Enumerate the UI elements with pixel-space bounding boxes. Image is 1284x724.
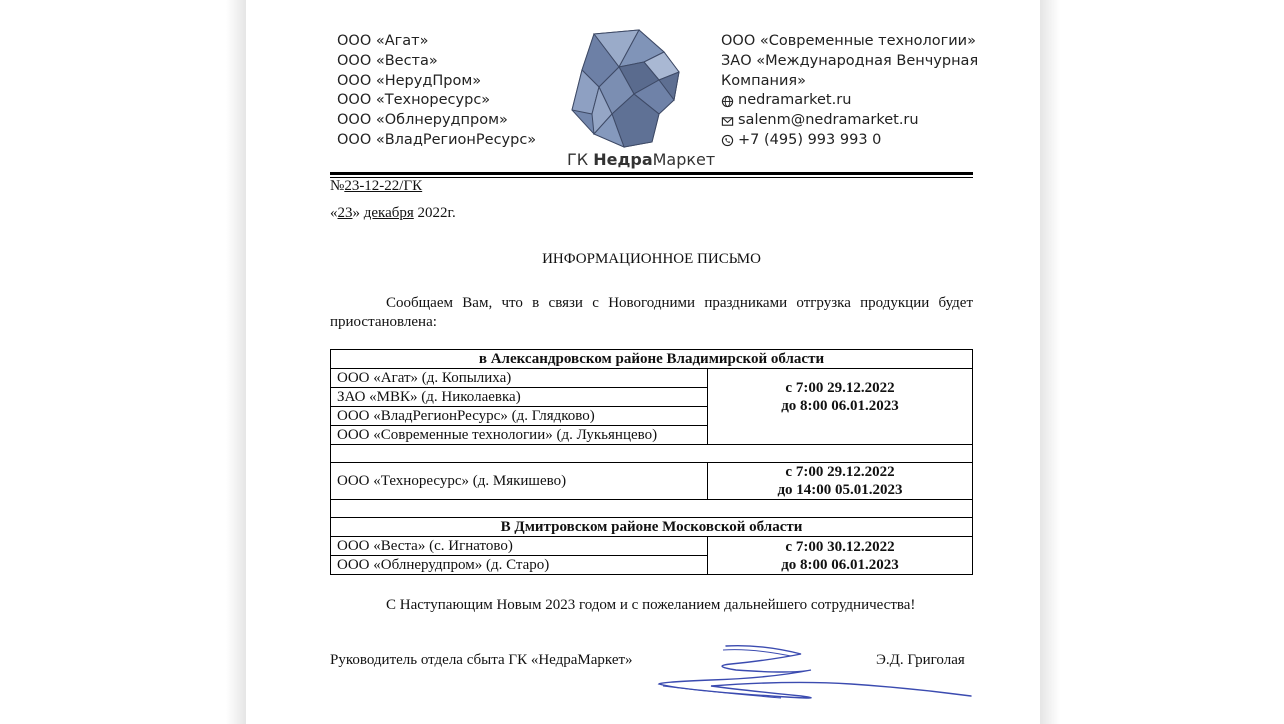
time-from: с 7:00 29.12.2022 [785,464,895,480]
spacer-cell [331,445,973,463]
header-divider-thin [330,177,973,178]
time-cell [708,537,973,575]
handwritten-signature [651,640,981,708]
time-cell [708,463,973,500]
spacer-cell [331,500,973,518]
company-item: ООО «ВладРегионРесурс» [337,131,537,148]
table-row [331,350,973,369]
phone-line [721,131,981,151]
page-shadow-right [1040,0,1060,724]
table-row [331,369,973,388]
signer-position: Руководитель отдела сбыта ГК «НедраМаркет» [330,652,633,668]
company-item: ООО «Облнерудпром» [337,112,508,129]
intro-paragraph: Сообщаем Вам, что в связи с Новогодними праздниками отгрузка продукции будет приостановлена: [330,295,973,330]
company-item: ООО «Веста» [337,52,438,69]
companies-left-list [337,32,536,151]
email-line [721,111,981,131]
time-to: до 8:00 06.01.2023 [781,398,899,414]
company-item: ООО «Техноресурс» [337,92,491,109]
page-shadow-left [226,0,246,724]
time-from: с 7:00 30.12.2022 [785,538,895,555]
company-item: Компания» [721,72,806,89]
company-cell: ООО «Веста» (с. Игнатово) [331,537,708,556]
time-to: до 8:00 06.01.2023 [781,556,899,573]
letter-page [246,0,1040,724]
companies-right-list [721,32,981,151]
company-item: ООО «Агат» [337,33,429,49]
company-cell: ООО «Агат» (д. Копылиха) [331,369,708,388]
letter-number: №23-12-22/ГК [330,178,423,194]
table-row [331,463,973,500]
company-cell: ООО «Техноресурс» (д. Мякишево) [331,463,708,500]
company-cell: ЗАО «МВК» (д. Николаевка) [331,388,708,407]
email-icon [721,115,734,128]
company-item: ЗАО «Международная Венчурная [721,52,979,69]
phone-number[interactable]: +7 (495) 993 993 0 [738,131,882,148]
phone-icon [721,134,734,147]
company-cell: ООО «Облнерудпром» (д. Старо) [331,556,708,575]
region-header: в Александровском районе Владимирской области [331,350,973,369]
table-row [331,537,973,556]
company-item: ООО «Современные технологии» [721,33,976,49]
table-row [331,518,973,537]
company-item: ООО «НерудПром» [337,72,482,89]
letter-title: ИНФОРМАЦИОННОЕ ПИСЬМО [542,251,761,267]
table-row [331,500,973,518]
company-cell: ООО «Современные технологии» (д. Лукьянцево) [331,426,708,445]
region-header: В Дмитровском районе Московской области [331,518,973,537]
header-divider-thick [330,172,973,175]
company-cell: ООО «ВладРегионРесурс» (д. Глядково) [331,407,708,426]
schedule-table [330,349,973,575]
globe-icon [721,95,734,108]
signer-name: Э.Д. Григолая [876,652,965,668]
website-link[interactable]: nedramarket.ru [738,92,852,109]
time-to: до 14:00 05.01.2023 [777,482,903,498]
website-line [721,91,981,111]
letter-date: «23» декабря 2022г. [330,205,456,221]
logo-polygon-icon [564,22,704,152]
table-row [331,445,973,463]
time-from: с 7:00 29.12.2022 [785,380,895,396]
closing-line: С Наступающим Новым 2023 годом и с пожеланием дальнейшего сотрудничества! [386,597,916,613]
time-cell [708,369,973,445]
email-link[interactable]: salenm@nedramarket.ru [738,112,919,129]
logo-wordmark: ГК НедраМаркет [567,150,716,169]
